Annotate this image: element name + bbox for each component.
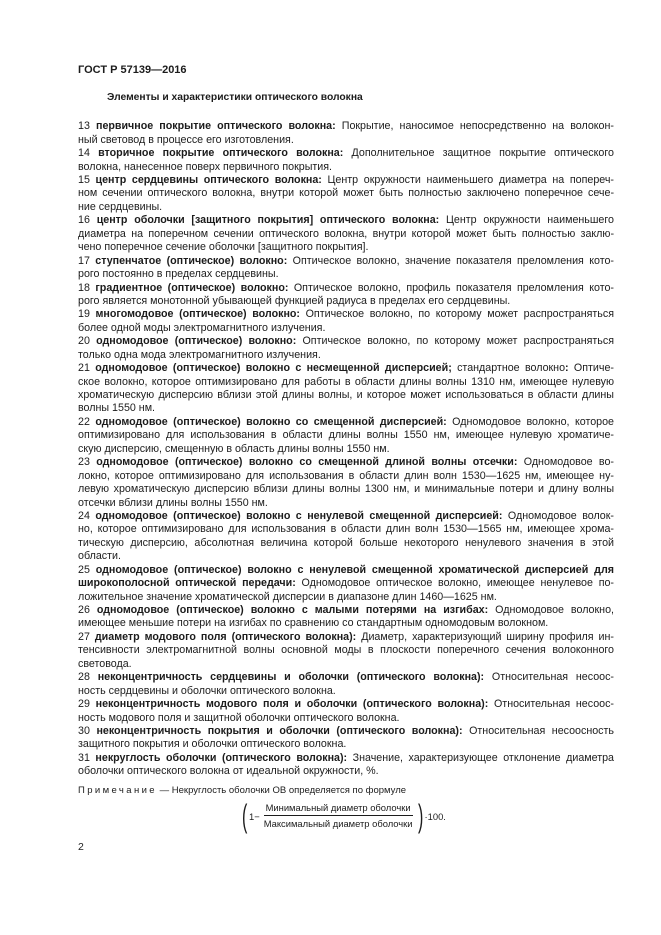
entry-line: [78, 308, 614, 321]
entry-line: [78, 443, 614, 456]
entry-line: [78, 577, 614, 590]
formula-open-paren: (: [242, 798, 248, 834]
definition-text: чено поперечное сечение оболочки [защитного покрытия].: [78, 241, 369, 254]
term-text: одномодовое (оптическое) волокно:: [96, 335, 297, 348]
term-entry-17: [78, 255, 614, 282]
term-text: :: [565, 362, 569, 375]
term-text: широкополосной оптической передачи:: [78, 577, 296, 590]
entry-line: [78, 362, 614, 375]
definition-text: тенсивности электромагнитной волны основной моды в плоскости поперечного сечения волоконного: [78, 644, 614, 657]
term-entry-31: [78, 752, 614, 779]
entry-line: [78, 456, 614, 469]
entry-line: [78, 268, 614, 281]
entry-line: [78, 174, 614, 187]
term-entry-30: [78, 725, 614, 752]
entry-line: [78, 658, 614, 671]
definition-text: Значение, характеризующее отклонение диаметра: [347, 751, 614, 764]
term-entry-28: [78, 671, 614, 698]
entry-number: 22: [78, 415, 90, 428]
entry-line: [78, 402, 614, 415]
entry-line: [78, 255, 614, 268]
entry-line: [78, 537, 614, 550]
term-entry-23: [78, 456, 614, 510]
entry-line: [78, 591, 614, 604]
entry-line: [78, 335, 614, 348]
entry-line: [78, 752, 614, 765]
term-entry-22: [78, 416, 614, 456]
term-entry-15: [78, 174, 614, 214]
entry-line: [78, 738, 614, 751]
term-text: центр оболочки [защитного покрытия] оптического волокна:: [96, 214, 440, 227]
entry-number: 16: [78, 214, 90, 227]
entry-number: 13: [78, 120, 90, 133]
definition-text: диаметра на поперечном сечении оптического волокна, внутри которой может быть полностью заклю-: [78, 227, 614, 240]
term-text: одномодовое (оптическое) волокно с ненулевой смещенной дисперсией:: [95, 509, 503, 522]
definition-text: Оптическое волокно, по которому может распространяться: [296, 335, 614, 348]
note-label: Примечание: [78, 785, 157, 796]
entry-line: [78, 295, 614, 308]
definition-text: имеющее меньшие потери на изгибах по сравнению со стандартным одномодовым волокном.: [78, 617, 549, 630]
entry-line: [78, 429, 614, 442]
term-entry-18: [78, 282, 614, 309]
definition-text: Оптическое волокно, профиль показателя преломления кото-: [288, 281, 614, 294]
definition-text: хроматическую дисперсию вблизи этой длины волны, и которое может использоваться в области длины: [78, 389, 614, 402]
term-text: одномодовое (оптическое) волокно с ненулевой смещенной хроматической дисперсией для: [95, 563, 614, 576]
entry-number: 25: [78, 563, 90, 576]
entry-line: [78, 685, 614, 698]
entry-line: [78, 550, 614, 563]
terms-list: [78, 120, 614, 778]
definition-text: Одномодовое волокно,: [488, 604, 614, 617]
entry-number: 28: [78, 671, 90, 684]
definition-text: оболочки оптического волокна от идеальной окружности, %.: [78, 765, 379, 778]
document-code: ГОСТ Р 57139—2016: [78, 64, 187, 76]
definition-text: волокна, нанесенное поверх первичного покрытия.: [78, 160, 333, 173]
entry-line: [78, 523, 614, 536]
entry-number: 23: [78, 456, 90, 469]
entry-number: 14: [78, 147, 90, 160]
entry-number: 20: [78, 335, 90, 348]
definition-text: Относительная несоос-: [488, 698, 614, 711]
entry-line: [78, 161, 614, 174]
term-text: неконцентричность покрытия и оболочки (оптического волокна):: [96, 724, 463, 737]
entry-line: [78, 698, 614, 711]
definition-text: Покрытие, наносимое непосредственно на волокон-: [335, 120, 614, 133]
formula-one-minus: 1−: [249, 810, 260, 822]
formula-denominator: Максимальный диаметр оболочки: [263, 818, 413, 829]
term-entry-20: [78, 335, 614, 362]
entry-line: [78, 497, 614, 510]
term-text: многомодовое (оптическое) волокно:: [95, 308, 300, 321]
formula-fraction: [261, 802, 416, 830]
definition-text: ность сердцевины и оболочки оптического волокна.: [78, 684, 336, 697]
definition-text: Диаметр, характеризующий ширину профиля ин-: [356, 630, 614, 643]
term-entry-27: [78, 631, 614, 671]
definition-text: области.: [78, 550, 121, 563]
definition-text: ние сердцевины.: [78, 200, 163, 213]
definition-text: ность модового поля и защитной оболочки оптического волокна.: [78, 711, 400, 724]
entry-line: [78, 376, 614, 389]
entry-line: [78, 604, 614, 617]
entry-line: [78, 725, 614, 738]
entry-line: [78, 470, 614, 483]
definition-text: более одной моды электромагнитного излучения.: [78, 321, 326, 334]
term-text: неконцентричность сердцевины и оболочки (оптического волокна):: [97, 671, 485, 684]
term-entry-14: [78, 147, 614, 174]
entry-number: 26: [78, 604, 90, 617]
definition-text: Одномодовое во-: [517, 456, 614, 469]
definition-text: Оптиче-: [568, 362, 614, 375]
entry-number: 30: [78, 724, 90, 737]
definition-text: Одномодовое волок-: [502, 509, 614, 522]
definition-text: световода.: [78, 657, 132, 670]
definition-text: локно, которое оптимизировано для использования в области длин волн 1530—1625 нм, имеющее ну-: [78, 469, 614, 482]
definition-text: защитного покрытия и оболочки оптического волокна.: [78, 738, 347, 751]
entry-line: [78, 120, 614, 133]
definition-text: скую дисперсию, смещенную в область длины волны 1550 нм.: [78, 442, 390, 455]
term-entry-19: [78, 308, 614, 335]
term-text: одномодовое (оптическое) волокно с малыми потерями на изгибах:: [96, 604, 489, 617]
section-title: Элементы и характеристики оптического волокна: [107, 92, 363, 103]
definition-text: Оптическое волокно, по которому может распространяться: [300, 308, 614, 321]
entry-number: 15: [78, 174, 90, 187]
entry-line: [78, 282, 614, 295]
term-entry-26: [78, 604, 614, 631]
entry-line: [78, 510, 614, 523]
entry-line: [78, 147, 614, 160]
definition-text: рого является монотонной убывающей функцией радиуса в пределах его сердцевины.: [78, 294, 511, 307]
definition-text: Относительная несоос-: [484, 671, 614, 684]
term-entry-25: [78, 564, 614, 604]
definition-text: ложительное значение хроматической дисперсии в диапазоне длин 1460—1625 нм.: [78, 590, 497, 603]
entry-line: [78, 765, 614, 778]
page-number: 2: [78, 841, 84, 853]
definition-text: стандартное волокно: [451, 362, 566, 375]
term-text: градиентное (оптическое) волокно:: [95, 281, 289, 294]
entry-line: [78, 712, 614, 725]
term-text: ступенчатое (оптическое) волокно:: [95, 254, 288, 267]
formula-numerator: Минимальный диаметр оболочки: [264, 802, 413, 816]
entry-number: 17: [78, 254, 90, 267]
entry-line: [78, 187, 614, 200]
entry-number: 27: [78, 630, 90, 643]
definition-text: ское волокно, которое оптимизировано для работы в области длины волны 1310 нм, имеющее нулевую: [78, 375, 614, 388]
formula-multiplier: ·100.: [424, 810, 446, 822]
term-text: диаметр модового поля (оптического волокна):: [94, 630, 357, 643]
definition-text: Относительная несоосность: [462, 724, 614, 737]
entry-line: [78, 241, 614, 254]
term-text: неконцентричность модового поля и оболочки (оптического волокна):: [95, 698, 489, 711]
term-text: центр сердцевины оптического волокна:: [95, 174, 322, 187]
definition-text: но, которое оптимизировано для использования в области длин волн 1530—1565 нм, имеющее хрома-: [78, 523, 614, 536]
entry-number: 24: [78, 509, 90, 522]
entry-line: [78, 644, 614, 657]
entry-line: [78, 322, 614, 335]
term-text: одномодовое (оптическое) волокно со смещенной дисперсией:: [95, 415, 447, 428]
entry-number: 18: [78, 281, 90, 294]
definition-text: рого постоянно в пределах сердцевины.: [78, 268, 279, 281]
entry-line: [78, 671, 614, 684]
entry-number: 29: [78, 698, 90, 711]
entry-line: [78, 201, 614, 214]
definition-text: оптимизировано для использования в области длины волны 1550 нм, имеющее нулевую хроматиче-: [78, 429, 614, 442]
entry-line: [78, 617, 614, 630]
definition-text: Центр окружности наименьшего диаметра на попереч-: [321, 174, 614, 187]
entry-line: [78, 564, 614, 577]
definition-text: Одномодовое оптическое волокно, имеющее ненулевое по-: [295, 577, 614, 590]
definition-text: Одномодовое волокно, которое: [446, 415, 614, 428]
term-text: некруглость оболочки (оптического волокна):: [95, 751, 348, 764]
entry-number: 21: [78, 362, 90, 375]
definition-text: Оптическое волокно, значение показателя преломления кото-: [287, 254, 614, 267]
term-entry-24: [78, 510, 614, 564]
entry-line: [78, 214, 614, 227]
entry-line: [78, 134, 614, 147]
definition-text: Центр окружности наименьшего: [439, 214, 614, 227]
definition-text: тическую дисперсию, абсолютная величина которой больше некоторого ненулевого значения в этой: [78, 536, 614, 549]
definition-text: Дополнительное защитное покрытие оптического: [343, 147, 614, 160]
entry-line: [78, 349, 614, 362]
entry-line: [78, 483, 614, 496]
note: [78, 784, 406, 798]
definition-text: только одна мода электромагнитного излучения.: [78, 348, 321, 361]
term-entry-21: [78, 362, 614, 416]
term-text: одномодовое (оптическое) волокно с несмещенной дисперсией;: [95, 362, 452, 375]
term-text: вторичное покрытие оптического волокна:: [98, 147, 344, 160]
entry-line: [78, 416, 614, 429]
entry-number: 31: [78, 751, 90, 764]
definition-text: волны 1550 нм.: [78, 402, 156, 415]
definition-text: ном сечении оптического волокна, внутри которой может быть полностью заключено поперечное сече-: [78, 187, 614, 200]
entry-number: 19: [78, 308, 90, 321]
definition-text: ный световод в процессе его изготовления.: [78, 133, 294, 146]
term-text: первичное покрытие оптического волокна:: [95, 120, 336, 133]
entry-line: [78, 631, 614, 644]
term-entry-13: [78, 120, 614, 147]
formula: [240, 799, 446, 833]
term-entry-29: [78, 698, 614, 725]
term-entry-16: [78, 214, 614, 254]
entry-line: [78, 389, 614, 402]
definition-text: отсечки вблизи длины волны 1550 нм.: [78, 496, 268, 509]
note-text: — Некруглость оболочки ОВ определяется по формуле: [159, 785, 407, 796]
entry-line: [78, 228, 614, 241]
term-text: одномодовое (оптическое) волокно со смещенной длиной волны отсечки:: [96, 456, 518, 469]
formula-close-paren: ): [417, 798, 423, 834]
definition-text: левую хроматическую дисперсию вблизи длины волны 1300 нм, и минимальные потери и длину волны: [78, 483, 614, 496]
